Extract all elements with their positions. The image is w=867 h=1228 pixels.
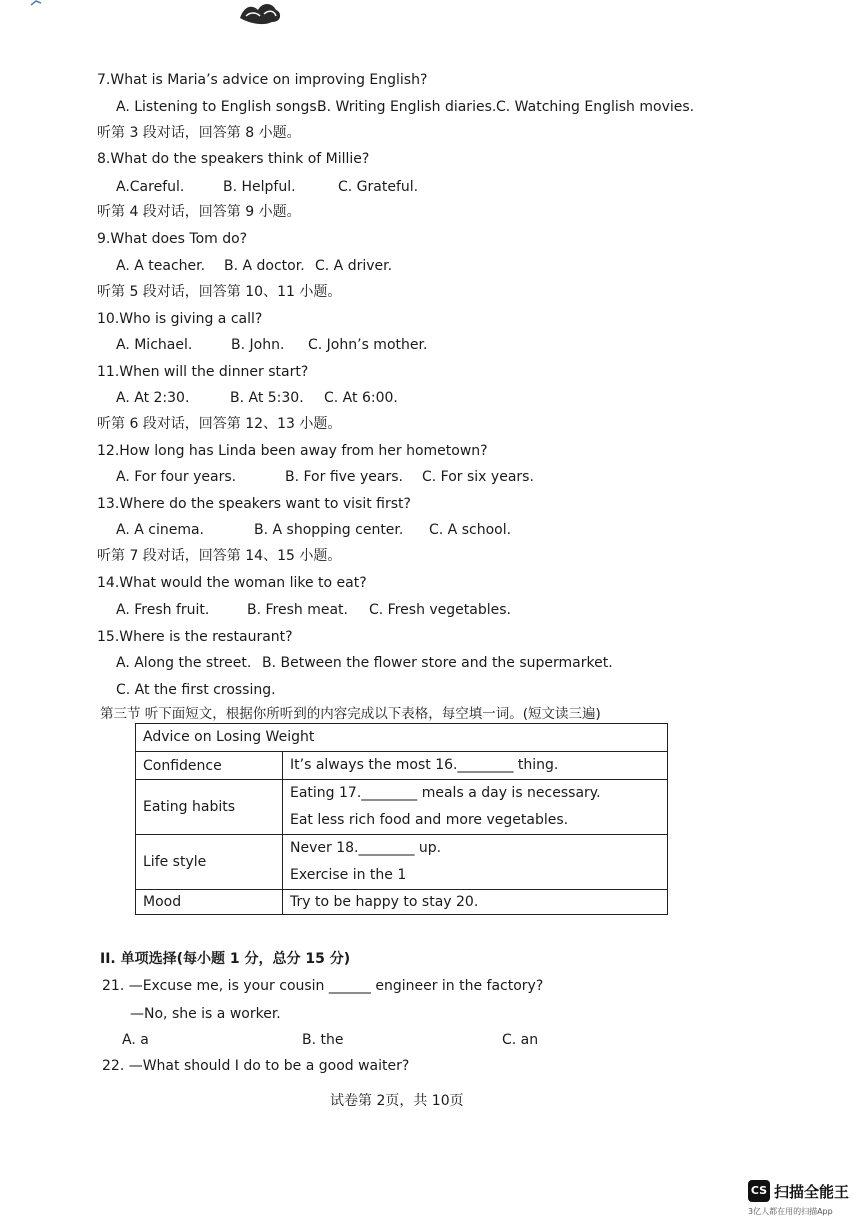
option-9c: C. A driver. xyxy=(315,258,393,274)
question-7: 7.What is Maria’s advice on improving English? xyxy=(97,72,428,88)
section-instruction: 听第 5 段对话，回答第 10、11 小题。 xyxy=(97,284,342,300)
question-13: 13.Where do the speakers want to visit first? xyxy=(97,496,411,512)
row-content: Never 18.________ up. Exercise in the 1 xyxy=(283,835,668,890)
row-label: Life style xyxy=(136,835,283,890)
scanner-watermark xyxy=(748,1180,866,1220)
row-label: Mood xyxy=(136,890,283,915)
question-21: 21. —Excuse me, is your cousin ______ engineer in the factory? xyxy=(102,978,544,994)
option-15a: A. Along the street. xyxy=(116,655,252,671)
table-row xyxy=(136,835,668,890)
scanner-logo: CS xyxy=(748,1180,770,1202)
option-12b: B. For five years. xyxy=(285,469,403,485)
row-content: It’s always the most 16.________ thing. xyxy=(283,752,668,780)
option-13a: A. A cinema. xyxy=(116,522,204,538)
question-8: 8.What do the speakers think of Millie? xyxy=(97,151,370,167)
page-footer: 试卷第 2页，共 10页 xyxy=(330,1093,464,1109)
option-12c: C. For six years. xyxy=(422,469,534,485)
table-row xyxy=(136,752,668,780)
question-21-reply: —No, she is a worker. xyxy=(130,1006,281,1022)
option-8a: A.Careful. xyxy=(116,179,185,195)
question-10: 10.Who is giving a call? xyxy=(97,311,263,327)
question-14: 14.What would the woman like to eat? xyxy=(97,575,367,591)
scanner-subtitle: 3亿人都在用的扫描App xyxy=(748,1207,833,1216)
option-13b: B. A shopping center. xyxy=(254,522,404,538)
row-label: Eating habits xyxy=(136,780,283,835)
scanner-title: 扫描全能王 xyxy=(774,1183,850,1201)
scan-mark-icon xyxy=(30,0,42,6)
option-11c: C. At 6:00. xyxy=(324,390,398,406)
option-15b: B. Between the flower store and the supermarket. xyxy=(262,655,613,671)
question-15: 15.Where is the restaurant? xyxy=(97,629,293,645)
option-7b: B. Writing English diaries. xyxy=(317,99,497,115)
table-title: Advice on Losing Weight xyxy=(136,724,668,752)
option-10b: B. John. xyxy=(231,337,285,353)
question-12: 12.How long has Linda been away from her hometown? xyxy=(97,443,488,459)
part2-heading: II. 单项选择(每小题 1 分，总分 15 分) xyxy=(100,951,351,967)
advice-table xyxy=(135,723,668,915)
section-instruction: 听第 4 段对话，回答第 9 小题。 xyxy=(97,204,301,220)
row-content: Eating 17.________ meals a day is necessary. Eat less rich food and more vegetables. xyxy=(283,780,668,835)
option-9a: A. A teacher. xyxy=(116,258,206,274)
ink-smudge-icon xyxy=(236,0,284,26)
option-7c: C. Watching English movies. xyxy=(496,99,695,115)
option-13c: C. A school. xyxy=(429,522,512,538)
option-8c: C. Grateful. xyxy=(338,179,419,195)
question-22: 22. —What should I do to be a good waiter? xyxy=(102,1058,410,1074)
option-11b: B. At 5:30. xyxy=(230,390,304,406)
part3-title: 第三节 听下面短文，根据你所听到的内容完成以下表格，每空填一词。(短文读三遍) xyxy=(100,706,601,722)
option-9b: B. A doctor. xyxy=(224,258,305,274)
table-row xyxy=(136,780,668,835)
option-21a: A. a xyxy=(122,1032,149,1048)
option-21c: C. an xyxy=(502,1032,539,1048)
option-10c: C. John’s mother. xyxy=(308,337,428,353)
question-9: 9.What does Tom do? xyxy=(97,231,248,247)
option-21b: B. the xyxy=(302,1032,344,1048)
section-instruction: 听第 6 段对话，回答第 12、13 小题。 xyxy=(97,416,342,432)
section-instruction: 听第 3 段对话，回答第 8 小题。 xyxy=(97,125,301,141)
row-label: Confidence xyxy=(136,752,283,780)
option-7a: A. Listening to English songs. xyxy=(116,99,322,115)
option-10a: A. Michael. xyxy=(116,337,193,353)
option-14b: B. Fresh meat. xyxy=(247,602,348,618)
option-15c: C. At the first crossing. xyxy=(116,682,276,698)
option-14a: A. Fresh fruit. xyxy=(116,602,210,618)
option-14c: C. Fresh vegetables. xyxy=(369,602,511,618)
option-11a: A. At 2:30. xyxy=(116,390,190,406)
question-11: 11.When will the dinner start? xyxy=(97,364,309,380)
row-content: Try to be happy to stay 20. xyxy=(283,890,668,915)
section-instruction: 听第 7 段对话，回答第 14、15 小题。 xyxy=(97,548,342,564)
option-8b: B. Helpful. xyxy=(223,179,296,195)
table-row xyxy=(136,890,668,915)
option-12a: A. For four years. xyxy=(116,469,237,485)
